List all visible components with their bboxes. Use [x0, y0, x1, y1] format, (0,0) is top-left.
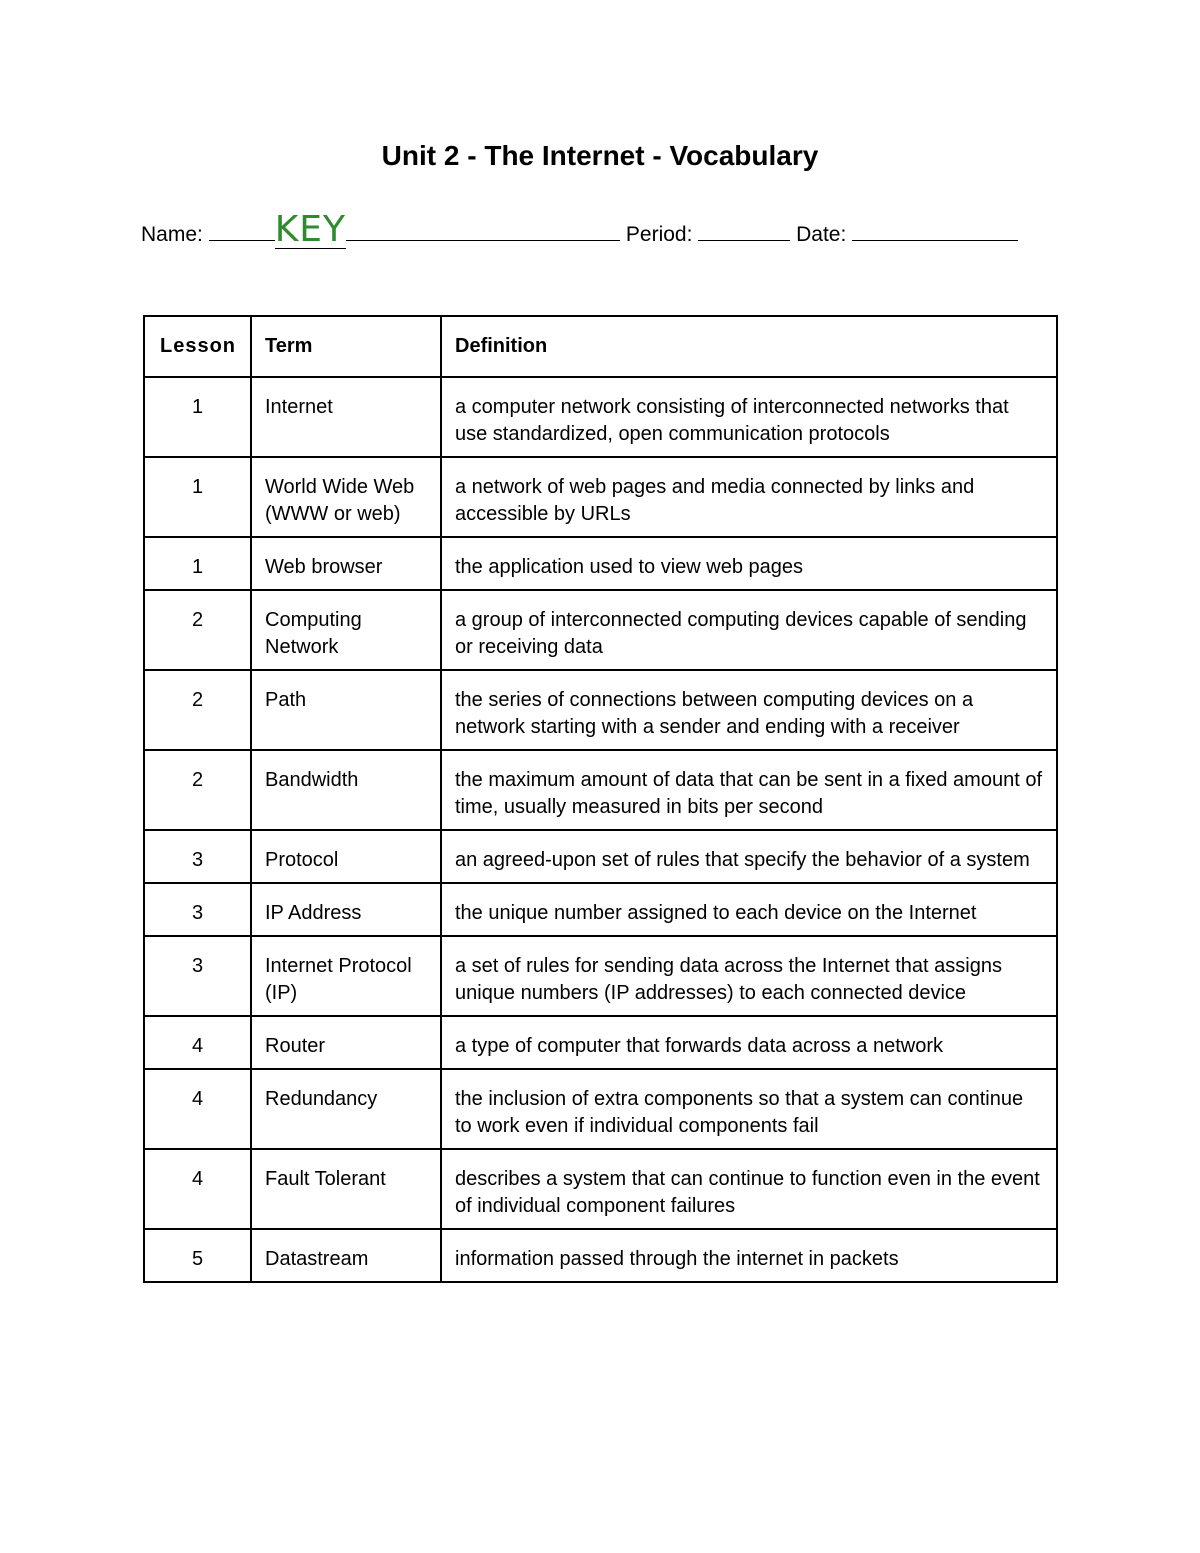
lesson-cell: 4	[144, 1149, 251, 1229]
table-row	[144, 377, 1057, 457]
lesson-cell: 4	[144, 1016, 251, 1069]
definition-cell: describes a system that can continue to function even in the event of individual component failures	[441, 1149, 1057, 1229]
term-cell: Internet	[251, 377, 441, 457]
table-header-row	[144, 316, 1057, 377]
header-lesson: Lesson	[144, 316, 251, 377]
table-row	[144, 590, 1057, 670]
term-cell: Protocol	[251, 830, 441, 883]
definition-cell: the unique number assigned to each device on the Internet	[441, 883, 1057, 936]
definition-cell: the maximum amount of data that can be sent in a fixed amount of time, usually measured in bits per second	[441, 750, 1057, 830]
name-value: KEY	[274, 209, 347, 250]
term-cell: Internet Protocol (IP)	[251, 936, 441, 1016]
name-label: Name:	[141, 223, 203, 246]
definition-cell: information passed through the internet in packets	[441, 1229, 1057, 1282]
header-definition: Definition	[441, 316, 1057, 377]
table-row	[144, 457, 1057, 537]
lesson-cell: 3	[144, 883, 251, 936]
table-row	[144, 537, 1057, 590]
page-title: Unit 2 - The Internet - Vocabulary	[381, 140, 819, 171]
name-period-date-line	[141, 209, 1018, 250]
definition-cell: the inclusion of extra components so that a system can continue to work even if individual components fail	[441, 1069, 1057, 1149]
term-cell: Fault Tolerant	[251, 1149, 441, 1229]
table-row	[144, 883, 1057, 936]
definition-cell: the application used to view web pages	[441, 537, 1057, 590]
term-cell: Path	[251, 670, 441, 750]
table-row	[144, 936, 1057, 1016]
lesson-cell: 5	[144, 1229, 251, 1282]
definition-cell: a computer network consisting of interconnected networks that use standardized, open communication protocols	[441, 377, 1057, 457]
lesson-cell: 2	[144, 590, 251, 670]
vocabulary-table	[143, 315, 1058, 1283]
term-cell: IP Address	[251, 883, 441, 936]
term-cell: World Wide Web (WWW or web)	[251, 457, 441, 537]
lesson-cell: 3	[144, 936, 251, 1016]
lesson-cell: 1	[144, 537, 251, 590]
table-row	[144, 670, 1057, 750]
table-row	[144, 1016, 1057, 1069]
header-term: Term	[251, 316, 441, 377]
table-row	[144, 1229, 1057, 1282]
name-blank	[346, 221, 620, 241]
term-cell: Redundancy	[251, 1069, 441, 1149]
date-blank	[852, 221, 1018, 241]
definition-cell: an agreed-upon set of rules that specify the behavior of a system	[441, 830, 1057, 883]
definition-cell: the series of connections between computing devices on a network starting with a sender and ending with a receiver	[441, 670, 1057, 750]
term-cell: Bandwidth	[251, 750, 441, 830]
term-cell: Computing Network	[251, 590, 441, 670]
period-blank	[698, 221, 790, 241]
date-label: Date:	[796, 223, 847, 246]
period-label: Period:	[625, 223, 693, 246]
table-row	[144, 1069, 1057, 1149]
table-row	[144, 830, 1057, 883]
lesson-cell: 4	[144, 1069, 251, 1149]
definition-cell: a network of web pages and media connected by links and accessible by URLs	[441, 457, 1057, 537]
term-cell: Datastream	[251, 1229, 441, 1282]
lesson-cell: 2	[144, 750, 251, 830]
definition-cell: a group of interconnected computing devices capable of sending or receiving data	[441, 590, 1057, 670]
lesson-cell: 3	[144, 830, 251, 883]
table-row	[144, 750, 1057, 830]
definition-cell: a type of computer that forwards data across a network	[441, 1016, 1057, 1069]
definition-cell: a set of rules for sending data across the Internet that assigns unique numbers (IP addresses) to each connected device	[441, 936, 1057, 1016]
term-cell: Web browser	[251, 537, 441, 590]
lesson-cell: 1	[144, 457, 251, 537]
table-body	[144, 377, 1057, 1282]
lesson-cell: 2	[144, 670, 251, 750]
name-blank-lead	[209, 221, 275, 241]
table-row	[144, 1149, 1057, 1229]
term-cell: Router	[251, 1016, 441, 1069]
lesson-cell: 1	[144, 377, 251, 457]
